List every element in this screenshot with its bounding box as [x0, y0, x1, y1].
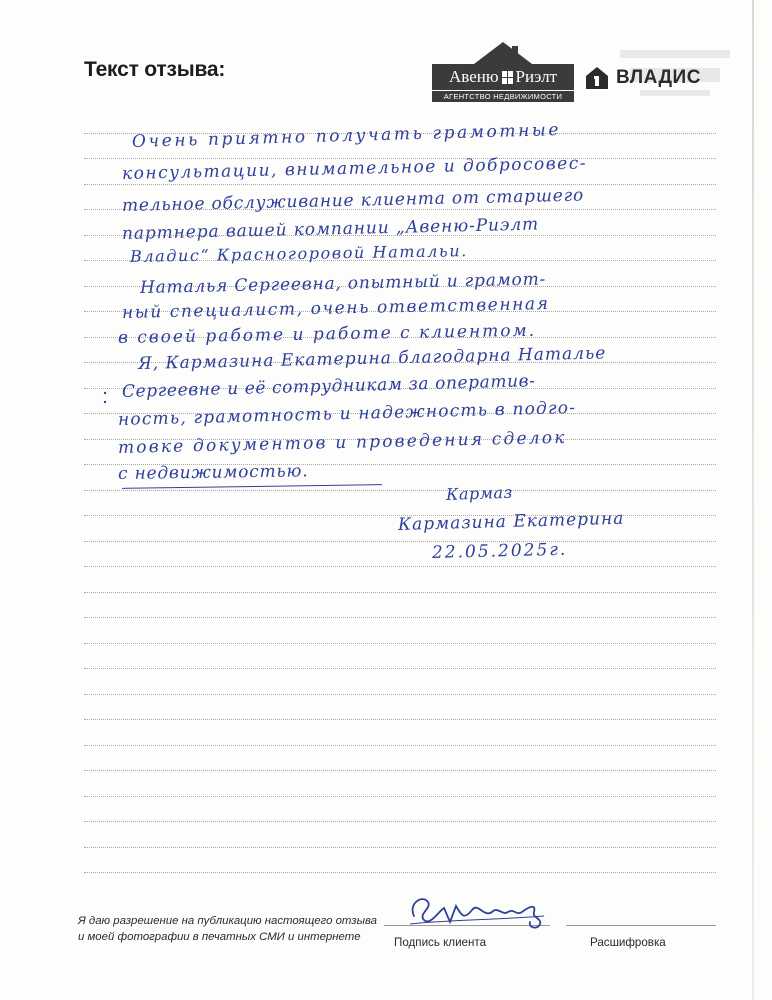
ruled-line [84, 490, 716, 491]
ruled-line [84, 694, 716, 695]
aveny-tagline: АГЕНТСТВО НЕДВИЖИМОСТИ [432, 91, 574, 102]
aveny-nameplate [432, 64, 574, 90]
ruled-line [84, 541, 716, 542]
ruled-line [84, 592, 716, 593]
client-signature-scribble [404, 886, 560, 932]
review-line: консультации, внимательное и добросовес- [121, 153, 588, 184]
review-line: товке документов и проведения сделок [117, 427, 567, 458]
form-heading: Текст отзыва: [84, 58, 226, 81]
ruled-line [84, 847, 716, 848]
ruled-line [84, 719, 716, 720]
ruled-line [84, 872, 716, 873]
review-line: с недвижимостью. [117, 461, 309, 484]
review-line: Наталья Сергеевна, опытный и грамот- [139, 269, 547, 298]
window-icon [502, 71, 513, 84]
vladis-logo [584, 64, 701, 92]
margin-mark [100, 388, 110, 408]
review-line: партнера вашей компании „Авеню-Риэлт [121, 214, 540, 244]
handwritten-full-name: Кармазина Екатерина [397, 508, 625, 535]
handwritten-autograph: Кармаз [445, 482, 513, 504]
ruled-line [84, 643, 716, 644]
ruled-line [84, 617, 716, 618]
transcript-line [566, 925, 716, 926]
ruled-line [84, 745, 716, 746]
review-line: ность, грамотность и надежность в подго- [117, 398, 577, 430]
review-line: Владис“ Красногоровой Натальи. [129, 241, 468, 266]
aveny-right-word: Риэлт [515, 67, 558, 86]
vladis-wordmark: ВЛАДИС [616, 67, 701, 88]
transcript-label: Расшифровка [590, 936, 666, 949]
review-line: Сергеевне и её сотрудникам за оператив- [121, 371, 536, 402]
review-line: ный специалист, очень ответственная [121, 294, 550, 323]
client-signature-label: Подпись клиента [394, 936, 487, 949]
house-mark-icon [584, 65, 610, 91]
ruled-line [84, 566, 716, 567]
page-edge-shadow [752, 0, 754, 1000]
handwritten-underline [122, 484, 382, 489]
review-line: в своей работе и работе с клиентом. [117, 320, 537, 348]
aveny-left-word: Авеню [448, 67, 499, 86]
ruled-line [84, 821, 716, 822]
review-line: Я, Кармазина Екатерина благодарна Наталье [137, 343, 607, 374]
ruled-line [84, 770, 716, 771]
ruled-line [84, 668, 716, 669]
publication-consent-text: Я даю разрешение на публикацию настоящего отзыва и моей фотографии в печатных СМИ и интернете [78, 915, 378, 943]
ruled-line [84, 184, 716, 185]
review-line: Очень приятно получать грамотные [131, 120, 562, 152]
aveny-rielt-logo [430, 40, 576, 102]
ruled-line [84, 796, 716, 797]
handwritten-date: 22.05.2025г. [431, 539, 568, 563]
review-line: тельное обслуживание клиента от старшего [121, 185, 585, 216]
